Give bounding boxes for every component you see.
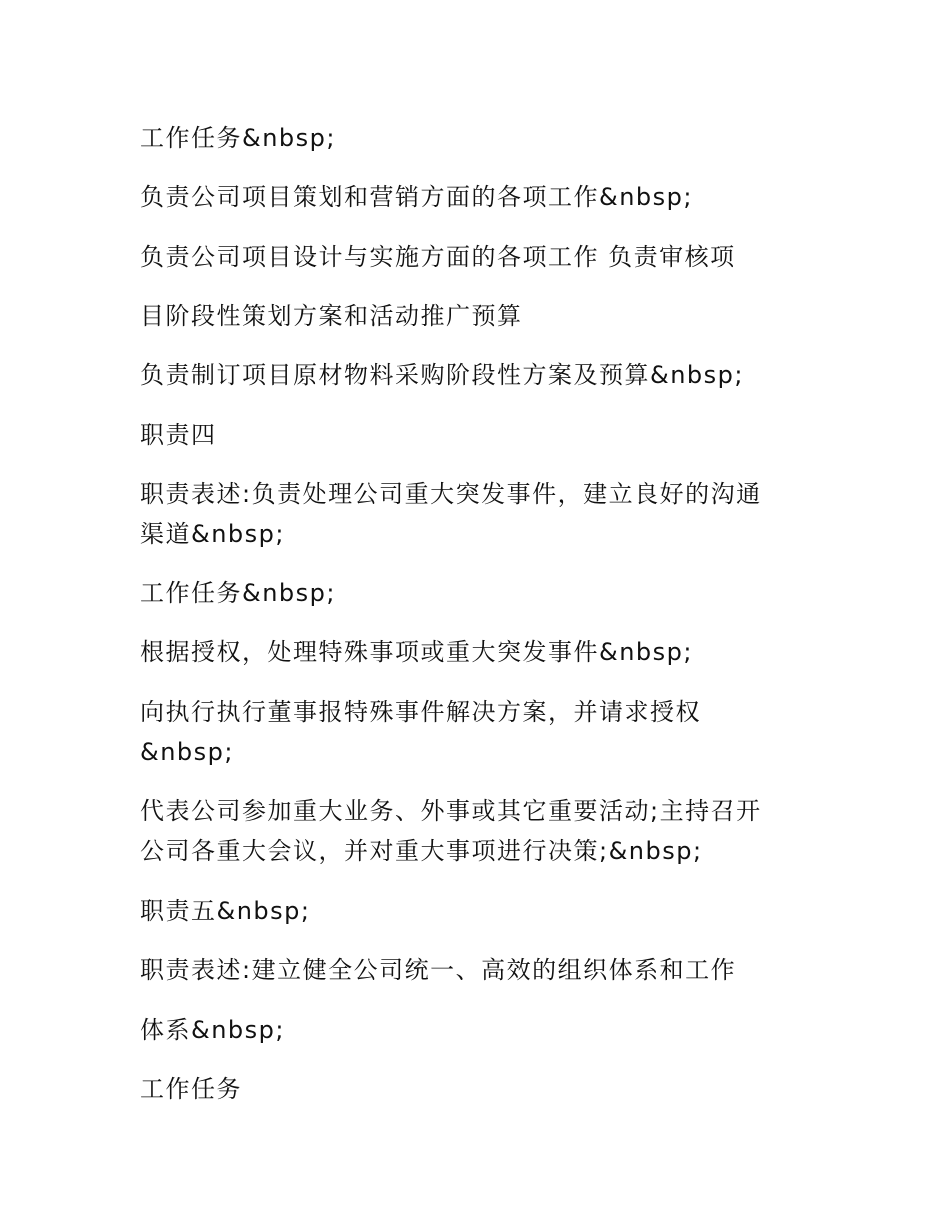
text-line: 渠道&nbsp; <box>140 520 285 548</box>
text-line: 向执行执行董事报特殊事件解决方案，并请求授权 <box>140 698 701 726</box>
text-line: 工作任务&nbsp; <box>140 124 336 152</box>
text-line: 负责公司项目设计与实施方面的各项工作 负责审核项 <box>140 243 736 271</box>
text-line: 工作任务 <box>140 1075 242 1103</box>
text-line: 公司各重大会议，并对重大事项进行决策;&nbsp; <box>140 837 703 865</box>
text-line: 目阶段性策划方案和活动推广预算 <box>140 302 523 330</box>
text-line: 职责表述:建立健全公司统一、高效的组织体系和工作 <box>140 956 737 984</box>
text-line: 根据授权，处理特殊事项或重大突发事件&nbsp; <box>140 638 693 666</box>
text-line: 职责表述:负责处理公司重大突发事件，建立良好的沟通 <box>140 480 762 508</box>
text-line: 体系&nbsp; <box>140 1016 285 1044</box>
text-line: 工作任务&nbsp; <box>140 579 336 607</box>
text-line: 负责制订项目原材物料采购阶段性方案及预算&nbsp; <box>140 361 744 389</box>
text-line: 代表公司参加重大业务、外事或其它重要活动;主持召开 <box>140 797 762 825</box>
section-heading: 职责四 <box>140 421 217 449</box>
text-line: &nbsp; <box>140 738 234 766</box>
section-heading: 职责五&nbsp; <box>140 897 311 925</box>
text-line: 负责公司项目策划和营销方面的各项工作&nbsp; <box>140 183 693 211</box>
